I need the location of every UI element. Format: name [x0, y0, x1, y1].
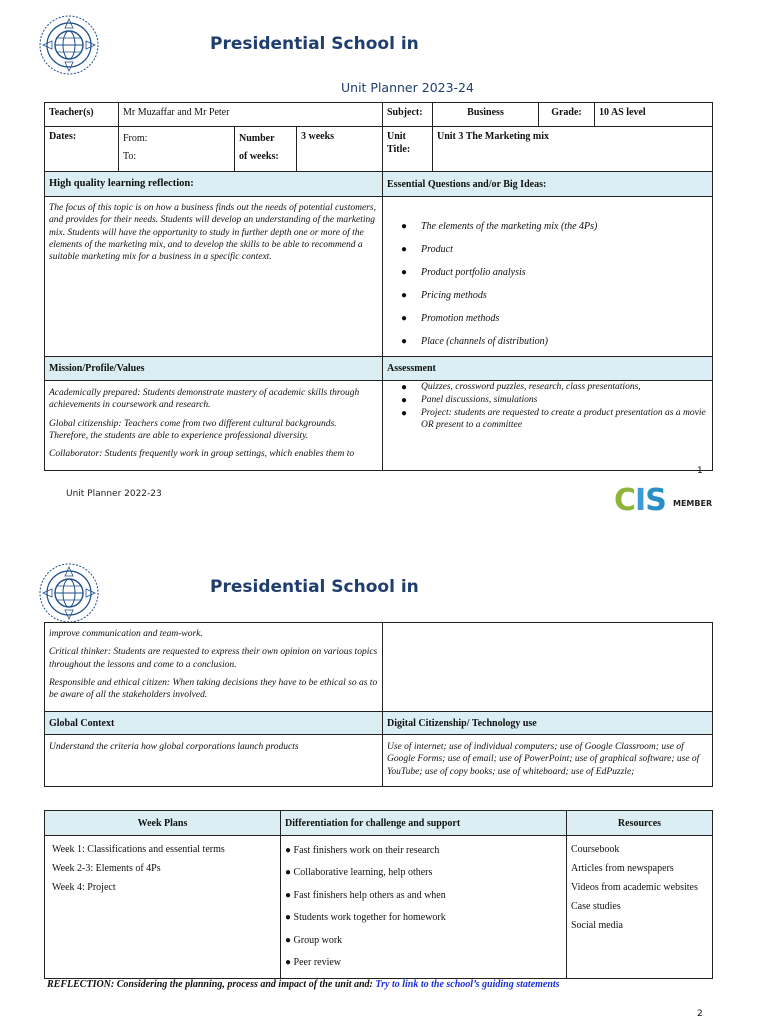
reflection-header: High quality learning reflection:: [45, 172, 383, 197]
questions-header: Essential Questions and/or Big Ideas:: [383, 172, 713, 197]
resources-header: Resources: [567, 811, 713, 836]
planner-table-1: [44, 102, 713, 471]
assessment-list: [387, 381, 708, 432]
global-header: Global Context: [45, 712, 383, 735]
resource-item: Case studies: [571, 901, 621, 912]
number-weeks-label: [235, 127, 297, 172]
cis-member-text: MEMBER: [673, 499, 713, 508]
title-label: Title:: [387, 144, 411, 155]
differentiation-item: ● Peer review: [285, 952, 562, 974]
assessment-item: ● Quizzes, crossword puzzles, research, class presentations,: [401, 381, 708, 394]
digital-header: Digital Citizenship/ Technology use: [383, 712, 713, 735]
question-item: ● Promotion methods: [401, 307, 708, 330]
week-plans-table: [44, 810, 713, 979]
from-label: From:: [123, 133, 148, 144]
unit-title-value: Unit 3 The Marketing mix: [433, 127, 713, 172]
differentiation-item: ● Group work: [285, 930, 562, 952]
question-item: ● Pricing methods: [401, 284, 708, 307]
to-label: To:: [123, 151, 137, 162]
weeks-list: [52, 840, 273, 897]
grade-value: 10 AS level: [595, 103, 713, 127]
week-plan-item: Week 2-3: Elements of 4Ps: [52, 863, 161, 874]
question-item: ● Product portfolio analysis: [401, 261, 708, 284]
global-text: Understand the criteria how global corporations launch products: [45, 735, 383, 787]
resources-cell: [567, 836, 713, 979]
question-item: ● Product: [401, 238, 708, 261]
number-label: Number: [239, 133, 275, 144]
teacher-value: Mr Muzaffar and Mr Peter: [119, 103, 383, 127]
unit-title-label: [383, 127, 433, 172]
mission-text: [45, 381, 383, 471]
subject-value: Business: [433, 103, 539, 127]
differentiation-header: Differentiation for challenge and support: [281, 811, 567, 836]
school-logo: [38, 14, 100, 76]
footer-text: Unit Planner 2022-23: [66, 489, 162, 499]
dates-cell: [119, 127, 235, 172]
teacher-label: Teacher(s): [45, 103, 119, 127]
assessment-cell: [383, 381, 713, 471]
cis-logo: CIS: [614, 483, 666, 518]
differentiation-cell: [281, 836, 567, 979]
school-title-2: Presidential School in: [210, 577, 419, 597]
page-number-2: 2: [697, 1009, 703, 1019]
subject-label: Subject:: [383, 103, 433, 127]
mission-paragraph: improve communication and team-work.: [49, 629, 203, 639]
question-item: ● Place (channels of distribution): [401, 330, 708, 353]
question-item: ● The elements of the marketing mix (the 4Ps): [401, 215, 708, 238]
differentiation-list: [285, 840, 562, 974]
mission-paragraph: Responsible and ethical citizen: When taking decisions they have to be ethical so as to be aware of all the stakeholders involved.: [49, 678, 378, 701]
planner-table-2: [44, 622, 713, 787]
week-plans-cell: [45, 836, 281, 979]
reflection-text: The focus of this topic is on how a business finds out the needs of potential customers, and provides for their needs. Students will develop an understanding of the marketing mix. Students will have the opportunity to study in further depth one or more of the elements of the marketing mix, and to develop the skills to be able to recommend a suitable marketing mix for a business in a specific context.: [45, 197, 383, 357]
questions-cell: [383, 197, 713, 357]
planner-title: Unit Planner 2023-24: [341, 80, 474, 95]
mission-header: Mission/Profile/Values: [45, 357, 383, 381]
empty-cell: [383, 623, 713, 712]
mission-paragraph: Collaborator: Students frequently work in group settings, which enables them to: [49, 449, 355, 460]
school-title: Presidential School in: [210, 34, 419, 54]
page-number-1: 1: [697, 466, 703, 476]
reflection-bold-text: REFLECTION: Considering the planning, process and impact of the unit and:: [47, 979, 376, 990]
differentiation-item: ● Students work together for homework: [285, 907, 562, 929]
reflection-footer: [47, 979, 560, 990]
differentiation-item: ● Fast finishers work on their research: [285, 840, 562, 862]
dates-label: Dates:: [45, 127, 119, 172]
differentiation-item: ● Collaborative learning, help others: [285, 862, 562, 884]
assessment-header: Assessment: [383, 357, 713, 381]
resource-item: Social media: [571, 920, 623, 931]
resource-item: Articles from newspapers: [571, 863, 674, 874]
school-logo-2: [38, 562, 100, 624]
week-plan-item: Week 1: Classifications and essential terms: [52, 844, 225, 855]
mission-paragraph: Critical thinker: Students are requested to express their own opinion on various topics throughout the lessons and come to a conclusion.: [49, 647, 378, 670]
unit-label: Unit: [387, 131, 406, 142]
differentiation-item: ● Fast finishers help others as and when: [285, 885, 562, 907]
grade-label: Grade:: [539, 103, 595, 127]
resource-item: Videos from academic websites: [571, 882, 698, 893]
guiding-statements-link[interactable]: Try to link to the school’s guiding statements: [375, 979, 560, 990]
resources-list: [571, 840, 708, 935]
week-plan-item: Week 4: Project: [52, 882, 116, 893]
week-plans-header: Week Plans: [45, 811, 281, 836]
assessment-item: ● Project: students are requested to create a product presentation as a movie OR present to a committee: [401, 407, 708, 433]
mission-paragraph: Academically prepared: Students demonstrate mastery of academic skills through achievements in coursework and research.: [49, 388, 360, 411]
mission-paragraph: Global citizenship: Teachers come from two different cultural backgrounds. Therefore, the students are able to experience professional diversity.: [49, 418, 337, 442]
assessment-item: ● Panel discussions, simulations: [401, 394, 708, 407]
questions-list: [387, 215, 708, 353]
mission-continued: [45, 623, 383, 712]
weeks-label: of weeks:: [239, 151, 279, 162]
resource-item: Coursebook: [571, 844, 620, 855]
digital-text: Use of internet; use of individual computers; use of Google Classroom; use of Google Forms; use of email; use of PowerPoint; use of graphical software; use of YouTube; use of copy books; use of whiteboard; use of EdPuzzle;: [383, 735, 713, 787]
weeks-value: 3 weeks: [297, 127, 383, 172]
